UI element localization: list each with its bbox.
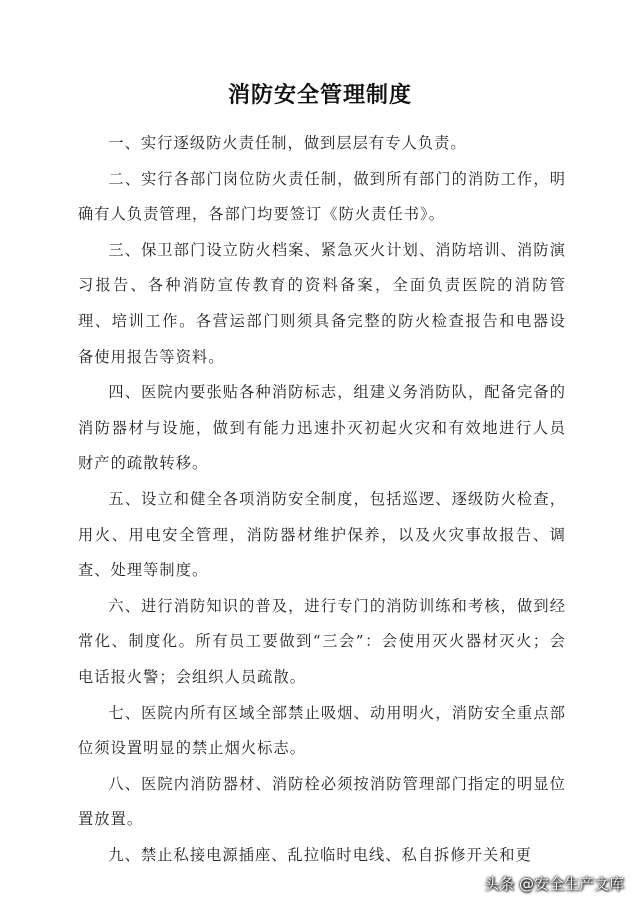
paragraph-9: 九、禁止私接电源插座、乱拉临时电线、私自拆修开关和更: [108, 845, 532, 864]
paragraph-5: 五、设立和健全各项消防安全制度，包括巡逻、逐级防火检查，用火、用电安全管理，消防器材维护保养，以及火灾事故报告、调查、处理等制度。: [78, 489, 566, 580]
paragraph-7: 七、医院内所有区域全部禁止吸烟、动用明火，消防安全重点部位须设置明显的禁止烟火标志。: [78, 703, 566, 758]
paragraph-4: 四、医院内要张贴各种消防标志，组建义务消防队，配备完备的消防器材与设施，做到有能力迅速扑灭初起火灾和有效地进行人员财产的疏散转移。: [78, 383, 566, 473]
paragraph-6: 六、进行消防知识的普及，进行专门的消防训练和考核，做到经常化、制度化。所有员工要做到“三会”：会使用灭火器材灭火；会电话报火警；会组织人员疏散。: [78, 596, 566, 686]
paragraph-1: 一、实行逐级防火责任制，做到层层有专人负责。: [108, 134, 467, 152]
paragraph-8: 八、医院内消防器材、消防栓必须按消防管理部门指定的明显位置放置。: [78, 774, 566, 829]
document-title: 消防安全管理制度: [227, 83, 412, 108]
paragraph-2: 二、实行各部门岗位防火责任制，做到所有部门的消防工作，明确有人负责管理，各部门均要签订《防火责任书》。: [78, 169, 566, 224]
paragraph-3: 三、保卫部门设立防火档案、紧急灭火计划、消防培训、消防演习报告、各种消防宣传教育的资料备案，全面负责医院的消防管理、培训工作。各营运部门则须具备完整的防火检查报告和电器设备使用报告等资料。: [78, 240, 566, 366]
document-body: [78, 126, 566, 873]
source-watermark: 头条 @安全生产文库: [484, 875, 624, 893]
